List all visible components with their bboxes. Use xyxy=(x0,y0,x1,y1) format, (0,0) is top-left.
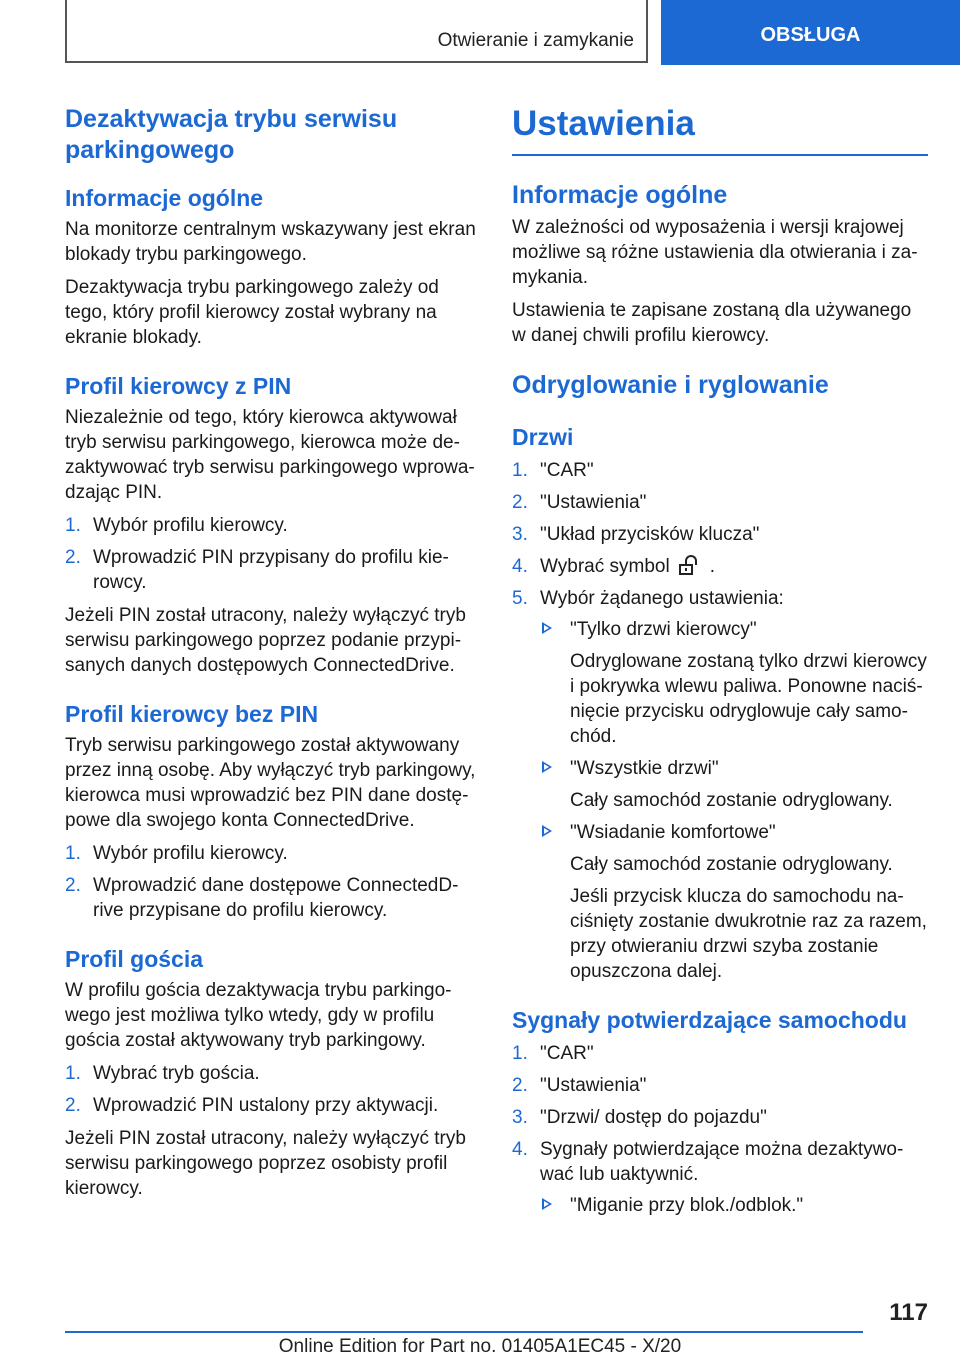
step-text: Wybrać symbol xyxy=(540,556,670,577)
page-number: 117 xyxy=(889,1299,928,1326)
paragraph: W profilu gościa dezaktywacja trybu parkingo-wego jest możliwa tylko wtedy, gdy w profilu gościa został aktywowany tryb parkingowy. xyxy=(65,980,452,1051)
step-number: 2. xyxy=(65,547,81,568)
option-label: "Miganie przy blok./odblok." xyxy=(570,1195,804,1216)
step-text: Wprowadzić PIN przypisany do profilu kie-rowcy. xyxy=(93,547,449,593)
step-number: 1. xyxy=(65,1063,81,1084)
option-item xyxy=(540,756,928,813)
triangle-bullet-icon xyxy=(542,761,552,773)
heading-general-info: Informacje ogólne xyxy=(65,185,264,211)
heading-confirmation-signals: Sygnały potwierdzające samochodu xyxy=(512,1007,907,1033)
option-label: "Wsiadanie komfortowe" xyxy=(570,822,776,843)
option-description: Odryglowane zostaną tylko drzwi kierowcy i pokrywka wlewu paliwa. Ponowne naciś-nięcie przycisku odryglowuje cały samo-chód. xyxy=(570,651,927,747)
step-number: 2. xyxy=(512,492,528,513)
list-item xyxy=(65,513,477,538)
steps-list xyxy=(512,1041,928,1218)
triangle-bullet-icon xyxy=(542,825,552,837)
paragraph: Niezależnie od tego, który kierowca aktywował tryb serwisu parkingowego, kierowca może de-zaktywować tryb serwisu parkingowego wprowa-dzając PIN. xyxy=(65,407,475,503)
step-number: 4. xyxy=(512,1139,528,1160)
step-text: Wybór żądanego ustawienia: xyxy=(540,588,784,609)
paragraph: Jeżeli PIN został utracony, należy wyłączyć tryb serwisu parkingowego poprzez podanie przypi-sanych danych dostępowych ConnectedDrive. xyxy=(65,605,466,676)
step-text: "CAR" xyxy=(540,1043,594,1064)
triangle-bullet-icon xyxy=(542,1198,552,1210)
triangle-bullet-icon xyxy=(542,622,552,634)
paragraph: Dezaktywacja trybu parkingowego zależy od tego, który profil kierowcy został wybrany na ekranie blokady. xyxy=(65,277,439,348)
step-text: "Ustawienia" xyxy=(540,1075,647,1096)
left-title: Dezaktywacja trybu serwisu parkingowego xyxy=(65,105,398,164)
list-item xyxy=(512,1073,928,1098)
step-text: "Ustawienia" xyxy=(540,492,647,513)
heading-general-info: Informacje ogólne xyxy=(512,181,728,209)
paragraph: Tryb serwisu parkingowego został aktywowany przez inną osobę. Aby wyłączyć tryb parkingowy, kierowca musi wprowadzić bez PIN dane dostę-powe dla swojego konta ConnectedDrive. xyxy=(65,735,476,831)
unlock-icon xyxy=(676,555,704,575)
step-number: 2. xyxy=(65,875,81,896)
step-number: 1. xyxy=(65,843,81,864)
section-tab xyxy=(661,0,960,65)
step-text: Sygnały potwierdzające można dezaktywo-wać lub uaktywnić. xyxy=(540,1139,904,1185)
step-text: Wybrać tryb gościa. xyxy=(93,1063,260,1084)
list-item xyxy=(512,1041,928,1066)
footer-edition: Online Edition for Part no. 01405A1EC45 - X/20 xyxy=(278,1336,682,1357)
step-text: "Drzwi/ dostęp do pojazdu" xyxy=(540,1107,767,1128)
header-box xyxy=(65,0,648,63)
step-number: 4. xyxy=(512,556,528,577)
option-label: "Wszystkie drzwi" xyxy=(570,758,719,779)
list-item xyxy=(65,841,477,866)
step-number: 1. xyxy=(65,515,81,536)
option-description: Jeśli przycisk klucza do samochodu na-ciśnięty zostanie dwukrotnie raz za razem, przy otwieraniu drzwi szyba zostanie opuszczona dalej. xyxy=(570,886,927,982)
option-description: Cały samochód zostanie odryglowany. xyxy=(570,854,893,875)
footer-rule xyxy=(65,1331,863,1333)
list-item xyxy=(512,1137,928,1218)
list-item xyxy=(512,1105,928,1130)
step-text-after: . xyxy=(709,556,715,577)
steps-list xyxy=(65,1061,477,1118)
heading-doors: Drzwi xyxy=(512,424,574,450)
list-item xyxy=(512,554,928,579)
step-number: 1. xyxy=(512,460,528,481)
step-text: Wybór profilu kierowcy. xyxy=(93,843,288,864)
step-text: Wybór profilu kierowcy. xyxy=(93,515,288,536)
list-item xyxy=(512,490,928,515)
steps-list xyxy=(65,841,477,923)
steps-list xyxy=(512,458,928,984)
heading-guest-profile: Profil gościa xyxy=(65,946,204,972)
paragraph: Na monitorze centralnym wskazywany jest ekran blokady trybu parkingowego. xyxy=(65,219,476,265)
heading-profile-without-pin: Profil kierowcy bez PIN xyxy=(65,701,319,727)
step-number: 3. xyxy=(512,524,528,545)
step-number: 5. xyxy=(512,588,528,609)
option-label: "Tylko drzwi kierowcy" xyxy=(570,619,757,640)
paragraph: Jeżeli PIN został utracony, należy wyłączyć tryb serwisu parkingowego poprzez osobisty profil kierowcy. xyxy=(65,1128,466,1199)
heading-unlock-lock: Odryglowanie i ryglowanie xyxy=(512,371,829,399)
list-item xyxy=(65,1061,477,1086)
list-item xyxy=(65,545,477,595)
list-item xyxy=(512,522,928,547)
paragraph: W zależności od wyposażenia i wersji krajowej możliwe są różne ustawienia dla otwierania i za-mykania. xyxy=(512,217,918,288)
step-number: 2. xyxy=(65,1095,81,1116)
heading-profile-with-pin: Profil kierowcy z PIN xyxy=(65,373,292,399)
left-column xyxy=(65,104,477,1209)
options-list xyxy=(540,1193,928,1218)
header-title: Otwieranie i zamykanie xyxy=(437,30,634,51)
list-item xyxy=(512,458,928,483)
step-number: 2. xyxy=(512,1075,528,1096)
option-item xyxy=(540,617,928,749)
section-tab-label: OBSŁUGA xyxy=(760,24,861,46)
list-item xyxy=(65,873,477,923)
step-text: "CAR" xyxy=(540,460,594,481)
option-description: Cały samochód zostanie odryglowany. xyxy=(570,790,893,811)
step-text: "Układ przycisków klucza" xyxy=(540,524,760,545)
option-item xyxy=(540,1193,928,1218)
paragraph: Ustawienia te zapisane zostaną dla używanego w danej chwili profilu kierowcy. xyxy=(512,300,912,346)
step-number: 3. xyxy=(512,1107,528,1128)
right-title: Ustawienia xyxy=(512,104,695,143)
title-rule xyxy=(512,154,928,156)
steps-list xyxy=(65,513,477,595)
option-item xyxy=(540,820,928,984)
step-text: Wprowadzić PIN ustalony przy aktywacji. xyxy=(93,1095,439,1116)
list-item xyxy=(65,1093,477,1118)
options-list xyxy=(540,617,928,984)
step-text: Wprowadzić dane dostępowe ConnectedD-rive przypisane do profilu kierowcy. xyxy=(93,875,459,921)
right-column xyxy=(512,104,928,1226)
list-item xyxy=(512,586,928,984)
step-number: 1. xyxy=(512,1043,528,1064)
